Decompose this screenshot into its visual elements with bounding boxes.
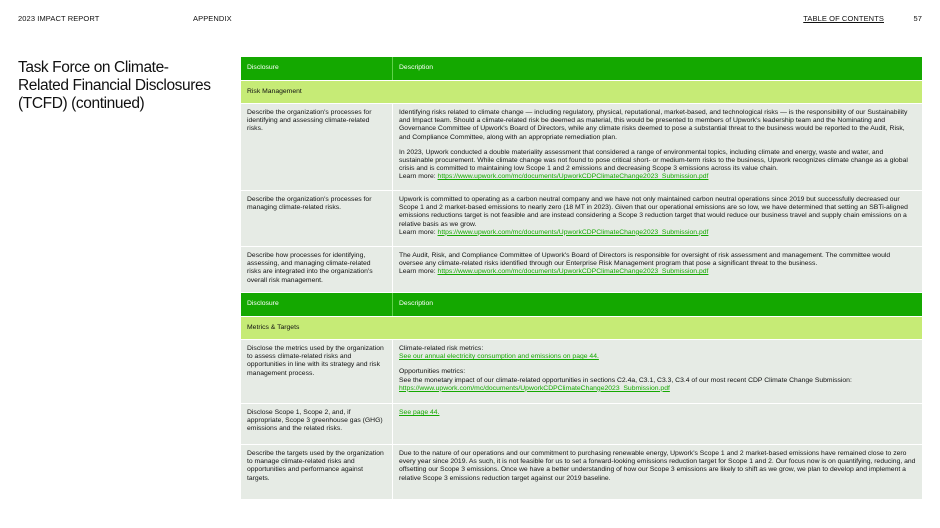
learn-more-label: Learn more: [399, 228, 436, 236]
learn-more-label: Learn more: [399, 173, 436, 181]
description-paragraph: The Audit, Risk, and Compliance Committee of Upwork's Board of Directors is responsible for oversight of risk assessment and management. The committee would oversee any climate-related risks identified through our Enterprise Risk Management program that pose a significant threat to the business. Learn more: https://www.upwork.com/mc/documents/UpworkCDPClimateChange2023_Submission.pdf [399, 252, 891, 276]
header-description: Description [399, 300, 433, 308]
description-paragraph: In 2023, Upwork conducted a double materiality assessment that considered a range of environmental topics, including climate and energy, waste and water, and sustainable procurement. While climate change was not found to pose critical short- or medium-term risks to the business, Upwork recognizes climate change as a global crisis and is committed to maintaining low Scope 1 and 2 emissions and decreasing Scope 3 emissions across its value chain. Learn more: https://www.upwork.com/mc/documents/UpworkCDPClimateChange2023_Submission.pdf [399, 148, 908, 181]
page-44-link[interactable]: See page 44. [399, 409, 440, 416]
page-number: 57 [913, 14, 922, 23]
table-row [241, 246, 922, 292]
description-cell [393, 404, 922, 444]
description-paragraph: Upwork is committed to operating as a carbon neutral company and we have not only maintained carbon neutral operations since 2019 but successfully decreased our Scope 1 and 2 market-based emissions to nearly zero (18 MT in 2023). Given that our operational emissions are so low, we have determined that setting an SBTi-aligned emissions reductions target is not feasible and are instead considering a Scope 3 reduction target that would reduce our business travel and supply chain emissions on a relative basis as we grow. Learn more: https://www.upwork.com/mc/documents/UpworkCDPClimateChange2023_Submission.pdf [399, 196, 908, 236]
description-cell [393, 104, 922, 190]
description-cell [393, 340, 922, 403]
cdp-submission-link[interactable]: https://www.upwork.com/mc/documents/UpworkCDPClimateChange2023_Submission.pdf [399, 384, 670, 392]
disclosure-cell: Disclose the metrics used by the organization to assess climate-related risks and opportunities in line with its strategy and risk management process. [241, 340, 393, 403]
table-of-contents-link[interactable]: TABLE OF CONTENTS [803, 14, 884, 23]
report-title: 2023 IMPACT REPORT [18, 14, 100, 23]
table-row [241, 190, 922, 246]
table-header [241, 292, 922, 316]
description-cell [393, 247, 922, 292]
table-row [241, 444, 922, 499]
description-paragraph: Opportunities metrics: See the monetary impact of our climate-related opportunities in sections C2.4a, C3.1, C3.3, C3.4 of our most recent CDP Climate Change Submission: https://www.upwork.com/mc/documents/UpworkCDPClimateChange2023_Submission.pdf [399, 368, 852, 392]
cdp-submission-link[interactable]: https://www.upwork.com/mc/documents/UpworkCDPClimateChange2023_Submission.pdf [437, 173, 709, 181]
cdp-submission-link[interactable]: https://www.upwork.com/mc/documents/UpworkCDPClimateChange2023_Submission.pdf [437, 268, 709, 276]
section-risk-management: Risk Management [241, 80, 922, 103]
disclosure-cell: Describe the organization's processes for managing climate-related risks. [241, 191, 393, 246]
learn-more-label: Learn more: [399, 268, 436, 276]
description-cell [393, 445, 922, 499]
cdp-submission-link[interactable]: https://www.upwork.com/mc/documents/UpworkCDPClimateChange2023_Submission.pdf [437, 228, 709, 236]
section-metrics-targets: Metrics & Targets [241, 316, 922, 339]
tcfd-table [241, 57, 922, 499]
description-paragraph: Due to the nature of our operations and our commitment to purchasing renewable energy, Upwork's Scope 1 and 2 market-based emissions have remained close to zero every year since 2019. As such, it is not feasible for us to set a forward-looking emissions reduction target for Scope 1 and 2. Our focus now is on quantifying, reducing, and offsetting our Scope 3 emissions. Once we have a better understanding of how our Scope 3 emissions are likely to shift as we grow, we plan to develop and implement a relative Scope 3 emissions reduction target against our 2019 baseline. [399, 450, 916, 482]
section-label: APPENDIX [193, 14, 232, 23]
disclosure-cell: Describe how processes for identifying, assessing, and managing climate-related risks are integrated into the organization's overall risk management. [241, 247, 393, 292]
header-description: Description [399, 64, 433, 72]
electricity-page-link[interactable]: See our annual electricity consumption and emissions on page 44. [399, 353, 599, 361]
header-disclosure: Disclosure [241, 293, 393, 316]
top-bar [18, 14, 922, 26]
description-cell [393, 191, 922, 246]
table-row [241, 403, 922, 444]
disclosure-cell: Describe the organization's processes for identifying and assessing climate-related risks. [241, 104, 393, 190]
description-paragraph: Identifying risks related to climate change — including regulatory, physical, reputational, market-based, and technological risks — is the responsibility of our Sustainability and Impact team. Should a climate-related risk be deemed as material, this would be presented to members of Upwork's leadership team and the Nominating and Governance Committee of Upwork's Board of Directors, while any climate risks deemed to pose a substantial threat to the business would be reported to the Audit, Risk, and Compliance Committee, along with an appropriate remediation plan. [399, 109, 908, 141]
table-header [241, 57, 922, 80]
table-row [241, 339, 922, 403]
disclosure-cell: Disclose Scope 1, Scope 2, and, if appropriate, Scope 3 greenhouse gas (GHG) emissions and the related risks. [241, 404, 393, 444]
description-paragraph [399, 409, 916, 417]
table-row [241, 103, 922, 190]
disclosure-cell: Describe the targets used by the organization to manage climate-related risks and opportunities and performance against targets. [241, 445, 393, 499]
page-title: Task Force on Climate-Related Financial Disclosures (TCFD) (continued) [18, 59, 211, 112]
header-disclosure: Disclosure [241, 57, 393, 80]
description-paragraph: Climate-related risk metrics: See our annual electricity consumption and emissions on page 44. [399, 345, 599, 361]
